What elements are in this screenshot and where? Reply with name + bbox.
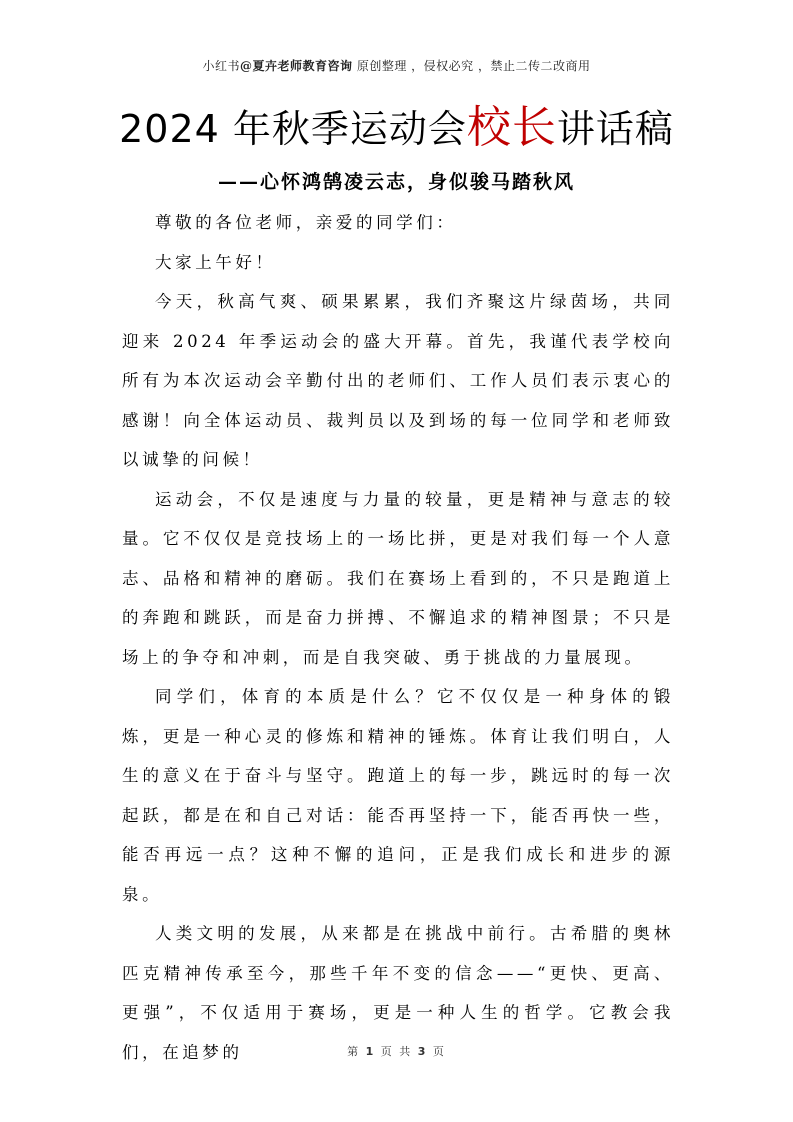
notice-prefix: 小红书 xyxy=(202,59,241,73)
notice-text: 原创整理 ，侵权必究 ，禁止二传二改商用 xyxy=(352,59,591,73)
notice-brand: @夏卉老师教育咨询 xyxy=(240,59,353,73)
paragraph: 同学们，体育的本质是什么？它不仅仅是一种身体的锻炼，更是一种心灵的修炼和精神的锤炼。体育让我们明白，人生的意义在于奋斗与坚守。跑道上的每一步，跳远时的每一次起跃，都是在和自己对话：能否再坚持一下，能否再快一些，能否再远一点？这种不懈的追问，正是我们成长和进步的源泉。 xyxy=(122,687,674,904)
title-accent: 校长 xyxy=(466,102,557,153)
page-footer xyxy=(0,1043,793,1059)
title-part-2: 讲话稿 xyxy=(556,107,674,151)
paragraph: 人类文明的发展，从来都是在挑战中前行。古希腊的奥林匹克精神传承至今，那些千年不变的信念——“更快、更高、更强”，不仅适用于赛场，更是一种人生的哲学。它教会我们，在追梦的 xyxy=(122,924,674,1062)
title-part-1: 2024 年秋季运动会 xyxy=(119,107,467,151)
footer-suffix: 页 xyxy=(427,1045,446,1058)
paragraph-salutation: 尊敬的各位老师，亲爱的同学们： xyxy=(155,213,457,232)
footer-middle: 页 共 xyxy=(375,1045,418,1058)
current-page-number: 1 xyxy=(365,1045,376,1058)
paragraph: 今天，秋高气爽、硕果累累，我们齐聚这片绿茵场，共同迎来 2024 年季运动会的盛大开幕。首先，我谨代表学校向所有为本次运动会辛勤付出的老师们、工作人员们表示衷心的感谢！向全体运动员、裁判员以及到场的每一位同学和老师致以诚挚的问候！ xyxy=(122,292,674,469)
total-pages: 3 xyxy=(417,1045,428,1058)
document-title xyxy=(0,104,793,153)
paragraph: 运动会，不仅是速度与力量的较量，更是精神与意志的较量。它不仅仅是竞技场上的一场比拼，更是对我们每一个人意志、品格和精神的磨砺。我们在赛场上看到的，不只是跑道上的奔跑和跳跃，而是奋力拼搏、不懈追求的精神图景；不只是场上的争夺和冲刺，而是自我突破、勇于挑战的力量展现。 xyxy=(122,489,674,667)
copyright-notice xyxy=(0,57,793,74)
document-body xyxy=(122,203,674,1072)
footer-prefix: 第 xyxy=(347,1045,366,1058)
paragraph-greeting: 大家上午好！ xyxy=(155,252,276,272)
document-subtitle: ——心怀鸿鹄凌云志，身似骏马踏秋风 xyxy=(217,171,575,193)
